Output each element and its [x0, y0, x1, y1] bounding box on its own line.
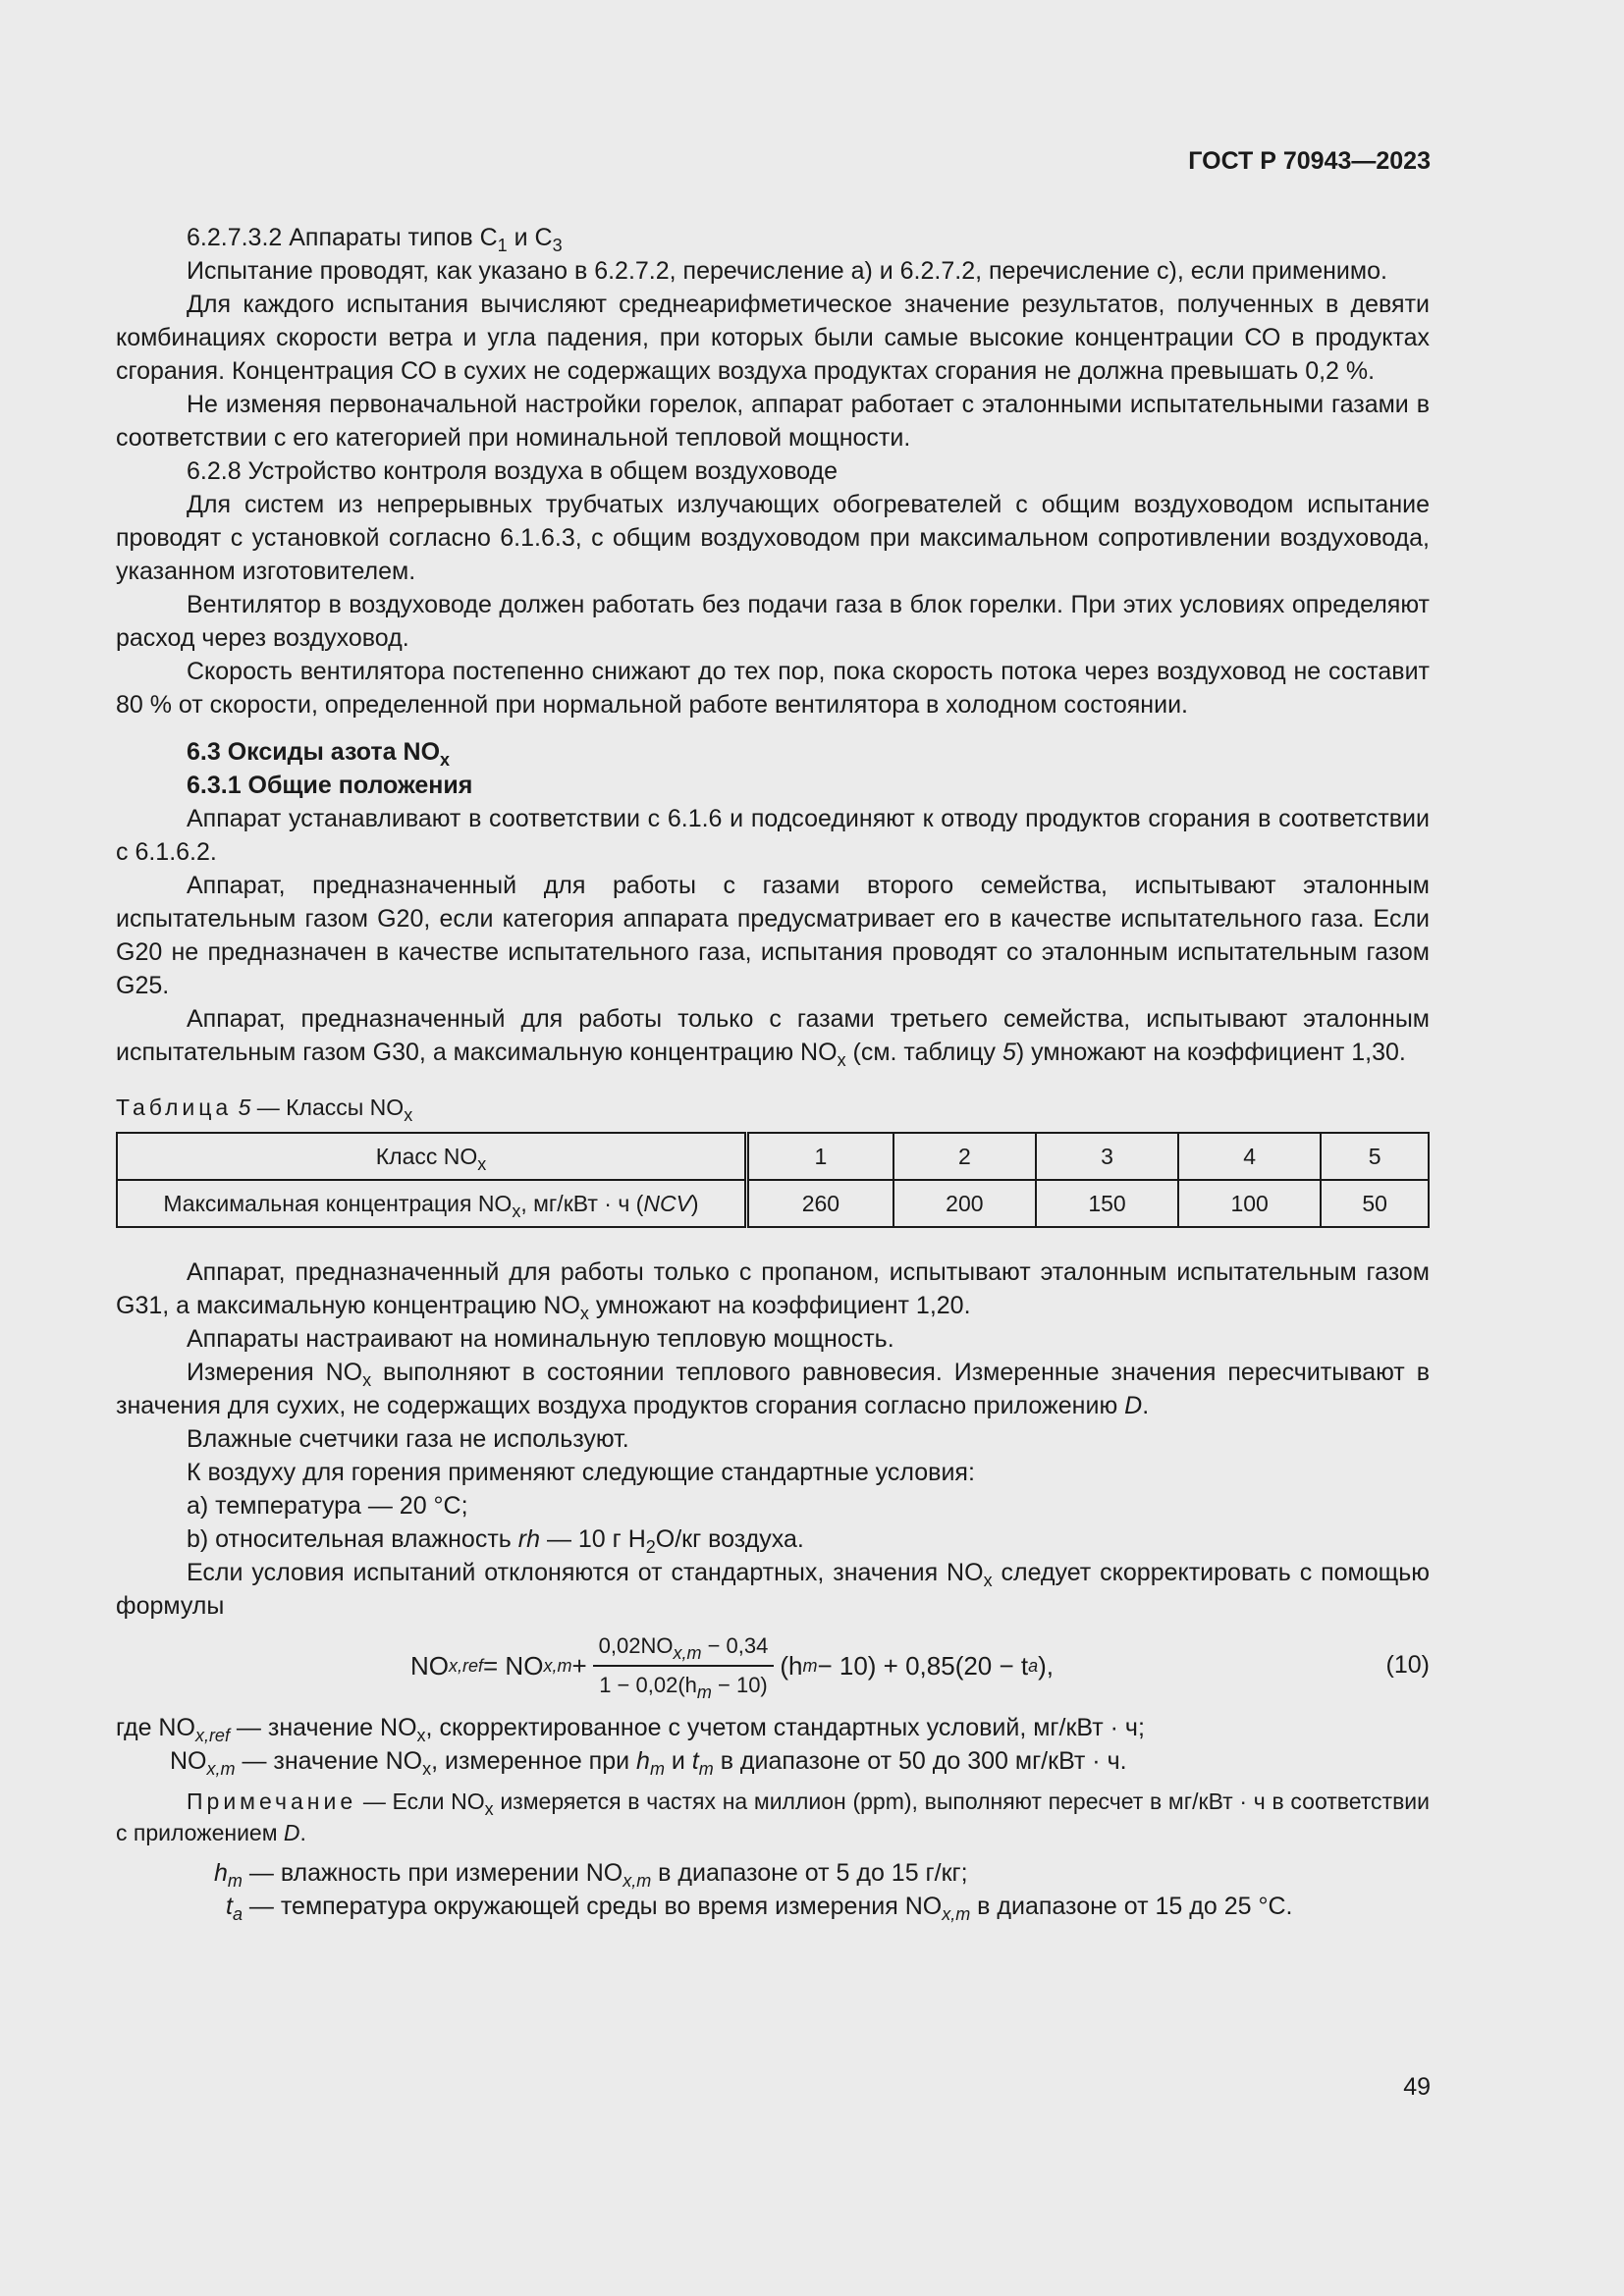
table-cell: 1 [747, 1133, 893, 1180]
paragraph: Для каждого испытания вычисляют среднеарифметическое значение результатов, полученных в девяти комбинациях скорости ветра и угла падения, при которых были самые высокие концентрации СО в продуктах сгорания. Концентрация СО в сухих не содержащих воздуха продуктах сгорания не должна превышать 0,2 %. [116, 291, 1430, 385]
nox-classes-table [116, 1132, 1430, 1228]
section-heading-6-3-1: 6.3.1 Общие положения [187, 772, 473, 799]
document-header: ГОСТ Р 70943—2023 [1188, 147, 1431, 175]
table-cell: 100 [1178, 1180, 1321, 1227]
list-item: a) температура — 20 °С; [187, 1492, 468, 1520]
subsection-heading-6-2-7-3-2: 6.2.7.3.2 Аппараты типов $С_1$ и $С_3$ [187, 224, 563, 255]
paragraph: Измерения $NO_x$ выполняют в состоянии теплового равновесия. Измеренные значения пересчитывают в значения для сухих, не содержащих воздуха продуктов сгорания согласно приложению D. [116, 1359, 1430, 1419]
paragraph: Скорость вентилятора постепенно снижают до тех пор, пока скорость потока через воздуховод не составит 80 % от скорости, определенной при нормальной работе вентилятора в холодном состоянии. [116, 658, 1430, 719]
paragraph: К воздуху для горения применяют следующие стандартные условия: [187, 1459, 975, 1486]
equation-number: (10) [1385, 1651, 1430, 1679]
table-row [117, 1180, 1429, 1227]
paragraph: Не изменяя первоначальной настройки горелок, аппарат работает с эталонными испытательными газами в соответствии с его категорией при номинальной тепловой мощности. [116, 391, 1430, 452]
table-row [117, 1133, 1429, 1180]
paragraph: Аппараты настраивают на номинальную тепловую мощность. [187, 1325, 894, 1353]
page-content [116, 221, 1430, 1923]
paragraph: Аппарат устанавливают в соответствии с 6.1.6 и подсоединяют к отводу продуктов сгорания в соответствии с 6.1.6.2. [116, 805, 1430, 866]
paragraph: Испытание проводят, как указано в 6.2.7.2, перечисление а) и 6.2.7.2, перечисление с), если применимо. [187, 257, 1387, 285]
table-cell: 150 [1036, 1180, 1178, 1227]
table-caption: Таблица 5 — Классы $NO_x$ [116, 1095, 413, 1125]
list-item: b) относительная влажность rh — 10 г $H_2O/кг$ воздуха. [187, 1525, 804, 1557]
table-cell: Максимальная концентрация $NO_x$, мг/кВт · ч (NCV) [117, 1180, 747, 1227]
paragraph: Аппарат, предназначенный для работы с газами второго семейства, испытывают эталонным испытательным газом G20, если категория аппарата предусматривает его в качестве испытательного газа. Если G20 не предназначен в качестве испытательного газа, испытания проводят со эталонным испытательным газом G25. [116, 872, 1430, 999]
note: Примечание — Если $NO_x$ измеряется в частях на миллион (ppm), выполняют пересчет в мг/кВт · ч в соответствии с приложением D. [116, 1789, 1430, 1845]
paragraph: Влажные счетчики газа не используют. [187, 1425, 629, 1453]
paragraph: Аппарат, предназначенный для работы только с газами третьего семейства, испытывают эталонным испытательным газом G30, а максимальную концентрацию $NO_x$ (см. таблицу 5) умножают на коэффициент 1,30. [116, 1005, 1430, 1070]
table-cell: 3 [1036, 1133, 1178, 1180]
table-cell: 50 [1321, 1180, 1429, 1227]
subsection-heading-6-2-8: 6.2.8 Устройство контроля воздуха в общем воздуховоде [187, 457, 839, 485]
table-cell: 200 [893, 1180, 1036, 1227]
paragraph: Аппарат, предназначенный для работы только с пропаном, испытывают эталонным испытательным газом G31, а максимальную концентрацию $NO_x$ умножают на коэффициент 1,20. [116, 1258, 1430, 1323]
definition: $h_m$ — влажность при измерении $NO_{x,m}$ в диапазоне от 5 до 15 г/кг; [214, 1859, 968, 1891]
definition: $t_a$ — температура окружающей среды во время измерения $NO_{x,m}$ в диапазоне от 15 до 25 °С. [226, 1893, 1293, 1924]
paragraph: Для систем из непрерывных трубчатых излучающих обогревателей с общим воздуховодом испытание проводят с установкой согласно 6.1.6.3, с общим воздуховодом при максимальном сопротивлении воздуховода, указанном изготовителем. [116, 491, 1430, 585]
definition: где $NO_{x,ref}$ — значение $NO_x$, скорректированное с учетом стандартных условий, мг/кВт · ч; [116, 1714, 1145, 1745]
formula-fraction: $\frac{0,02NO_{x,m} - 0,34}{1 - 0,02(h_m - 10)}$ [593, 1629, 775, 1702]
formula-10 [116, 1627, 1430, 1705]
table-cell: Класс $NO_x$ [117, 1133, 747, 1180]
paragraph: Вентилятор в воздуховоде должен работать без подачи газа в блок горелки. При этих условиях определяют расход через воздуховод. [116, 591, 1430, 652]
table-cell: 2 [893, 1133, 1036, 1180]
paragraph: Если условия испытаний отклоняются от стандартных, значения $NO_x$ следует скорректировать с помощью формулы [116, 1559, 1430, 1620]
section-heading-6-3: 6.3 Оксиды азота $NO_x$ [187, 738, 451, 770]
table-cell: 4 [1178, 1133, 1321, 1180]
formula-expression: NO x,ref = NO x,m + $\frac{0,02NO_{x,m} - 0,34}{1 - 0,02(h_m - 10)}$ (h m − 10) + 0,85(20 − t a ), [410, 1627, 1054, 1705]
table-cell: 260 [747, 1180, 893, 1227]
table-cell: 5 [1321, 1133, 1429, 1180]
page-number: 49 [1403, 2073, 1431, 2101]
definition: $NO_{x,m}$ — значение $NO_x$, измеренное при $h_m$ и $t_m$ в диапазоне от 50 до 300 мг/кВт · ч. [170, 1747, 1127, 1779]
